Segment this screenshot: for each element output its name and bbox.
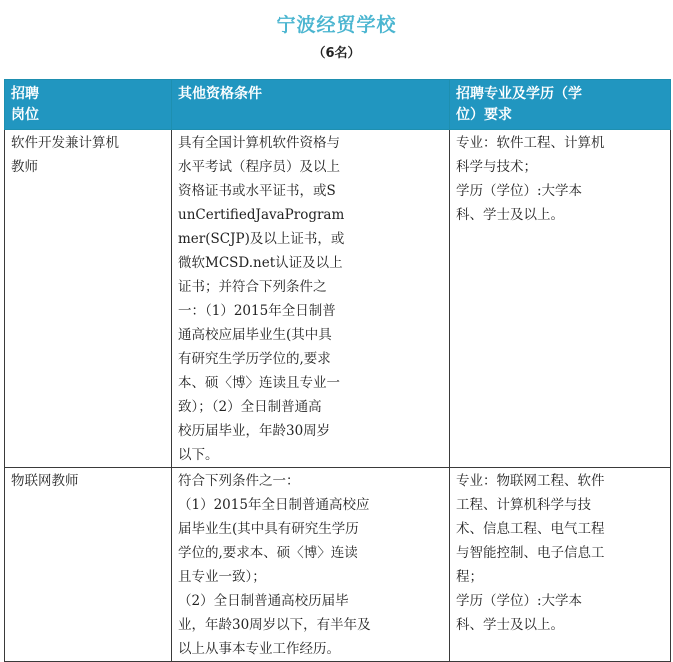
cell-line: 招聘 [11, 86, 39, 102]
cell-line: 符合下列条件之一： [178, 473, 300, 489]
cell-position [5, 130, 172, 468]
cell-line: 软件开发兼计算机 [11, 135, 119, 151]
cell-line: 招聘专业及学历（学 [456, 86, 582, 102]
cell-line: 通高校应届毕业生(其中具 [178, 327, 332, 343]
cell-line: 物联网教师 [11, 473, 79, 489]
cell-line: 证书；并符合下列条件之 [178, 279, 327, 295]
cell-major [450, 468, 671, 662]
cell-line: 学历（学位）:大学本 [456, 593, 583, 609]
cell-line: 本、硕〈博〉连读且专业一 [178, 375, 340, 391]
cell-line: 位）要求 [456, 107, 512, 123]
cell-line: 科学与技术； [456, 159, 537, 175]
cell-line: 岗位 [11, 107, 39, 123]
cell-line: 工程、计算机科学与技 [456, 497, 591, 513]
cell-line: 专业：物联网工程、软件 [456, 473, 605, 489]
cell-major [450, 130, 671, 468]
page-subtitle: （6名） [312, 46, 361, 61]
table-header-row [5, 80, 671, 130]
header-qualifications [172, 80, 450, 130]
cell-line: 校历届毕业，年龄30周岁 [178, 423, 331, 439]
header-major [450, 80, 671, 130]
cell-line: 以上从事本专业工作经历。 [178, 641, 340, 657]
table-row [5, 468, 671, 662]
cell-line: 且专业一致）； [178, 569, 266, 585]
header-position [5, 80, 172, 130]
cell-line: 术、信息工程、电气工程 [456, 521, 605, 537]
cell-line: 科、学士及以上。 [456, 207, 564, 223]
cell-line: 学历（学位）:大学本 [456, 183, 583, 199]
cell-line: 教师 [11, 159, 38, 175]
cell-qualifications [172, 130, 450, 468]
cell-line: unCertifiedJavaProgram [178, 207, 345, 223]
cell-line: mer(SCJP)及以上证书，或 [178, 231, 345, 247]
cell-line: 专业：软件工程、计算机 [456, 135, 605, 151]
cell-line: 一：（1）2015年全日制普 [178, 303, 336, 319]
cell-line: 与智能控制、电子信息工 [456, 545, 605, 561]
cell-position [5, 468, 172, 662]
cell-line: 学位的,要求本、硕〈博〉连读 [178, 545, 358, 561]
cell-line: 资格证书或水平证书，或S [178, 183, 336, 199]
cell-line: （1）2015年全日制普通高校应 [178, 497, 370, 513]
cell-line: 届毕业生(其中具有研究生学历 [178, 521, 359, 537]
cell-line: 致）；（2）全日制普通高 [178, 399, 322, 415]
cell-line: 程； [456, 569, 483, 585]
cell-qualifications [172, 468, 450, 662]
cell-line: 具有全国计算机软件资格与 [178, 135, 340, 151]
cell-line: 科、学士及以上。 [456, 617, 564, 633]
page-title: 宁波经贸学校 [276, 14, 397, 36]
cell-line: 微软MCSD.net认证及以上 [178, 255, 343, 271]
cell-line: 业，年龄30周岁以下，有半年及 [178, 617, 371, 633]
cell-line: （2）全日制普通高校历届毕 [178, 593, 349, 609]
cell-line: 以下。 [178, 447, 219, 463]
cell-line: 水平考试（程序员）及以上 [178, 159, 340, 175]
cell-line: 其他资格条件 [178, 86, 262, 102]
recruitment-table [4, 79, 671, 662]
cell-line: 有研究生学历学位的,要求 [178, 351, 331, 367]
table-row [5, 130, 671, 468]
